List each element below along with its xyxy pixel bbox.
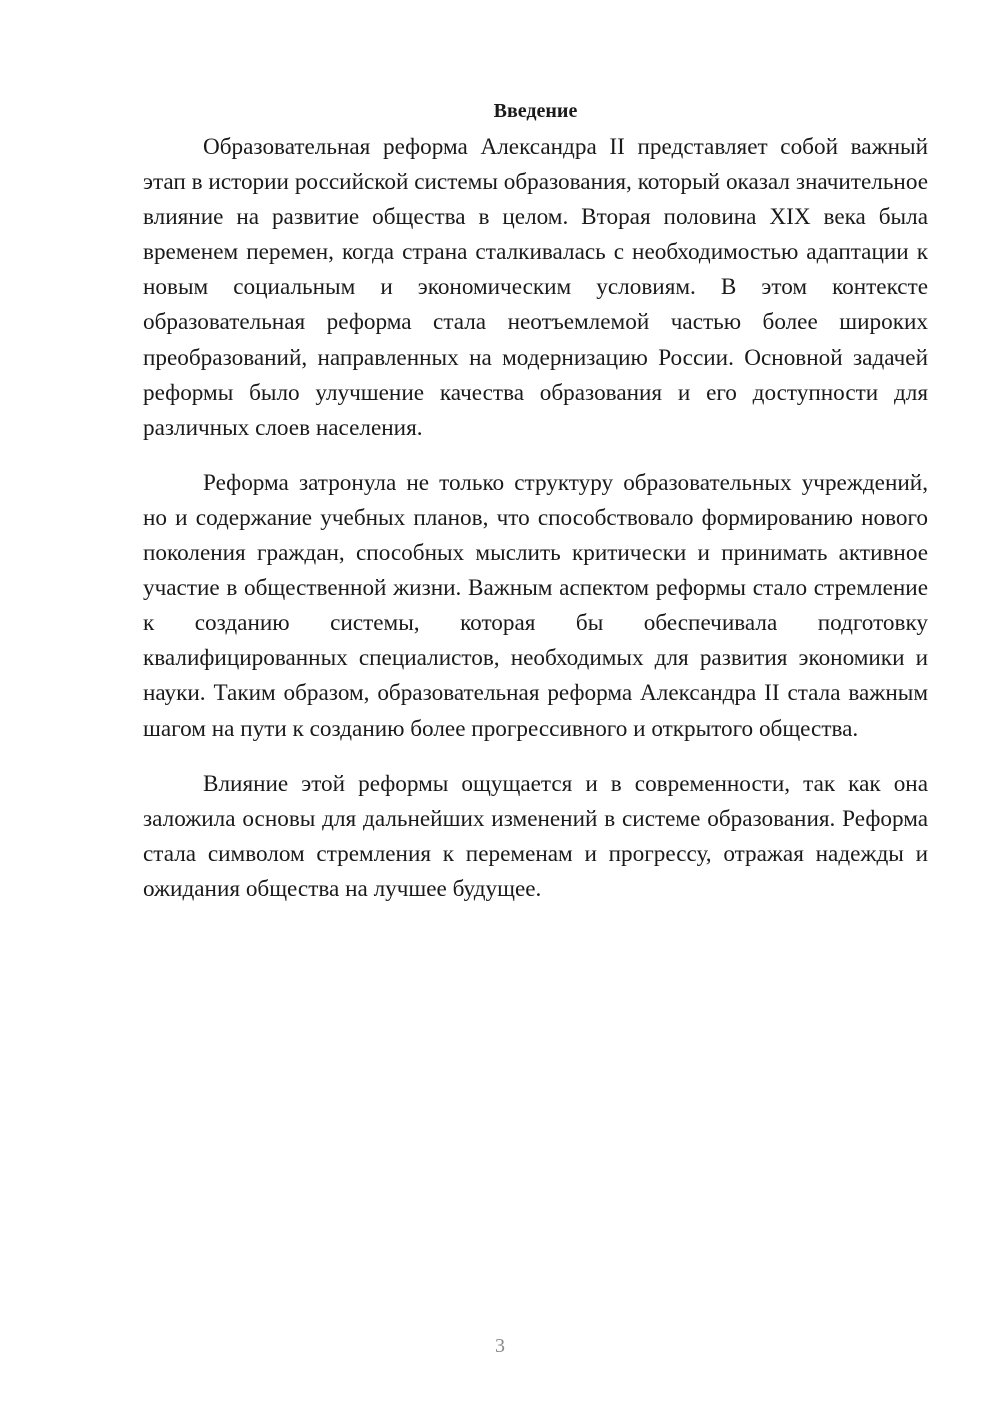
section-heading: Введение [493, 100, 578, 122]
paragraph-1: Образовательная реформа Александра II представляет собой важный этап в истории российской системы образования, который оказал значительное влияние на развитие общества в целом. Вторая половина XIX века была временем перемен, когда страна сталкивалась с необходимостью адаптации к новым социальным и экономическим условиям. В этом контексте образовательная реформа стала неотъемлемой частью более широких преобразований, направленных на модернизацию России. Основной задачей реформы было улучшение качества образования и его доступности для различных слоев населения. [143, 134, 928, 441]
page-content [143, 96, 928, 927]
page-number: 3 [495, 1335, 505, 1357]
paragraph-2: Реформа затронула не только структуру образовательных учреждений, но и содержание учебных планов, что способствовало формированию нового поколения граждан, способных мыслить критически и принимать активное участие в общественной жизни. Важным аспектом реформы стало стремление к созданию системы, которая бы обеспечивала подготовку квалифицированных специалистов, необходимых для развития экономики и науки. Таким образом, образовательная реформа Александра II стала важным шагом на пути к созданию более прогрессивного и открытого общества. [143, 469, 928, 742]
paragraph-3: Влияние этой реформы ощущается и в современности, так как она заложила основы для дальнейших изменений в системе образования. Реформа стала символом стремления к переменам и прогрессу, отражая надежды и ожидания общества на лучшее будущее. [143, 770, 928, 902]
